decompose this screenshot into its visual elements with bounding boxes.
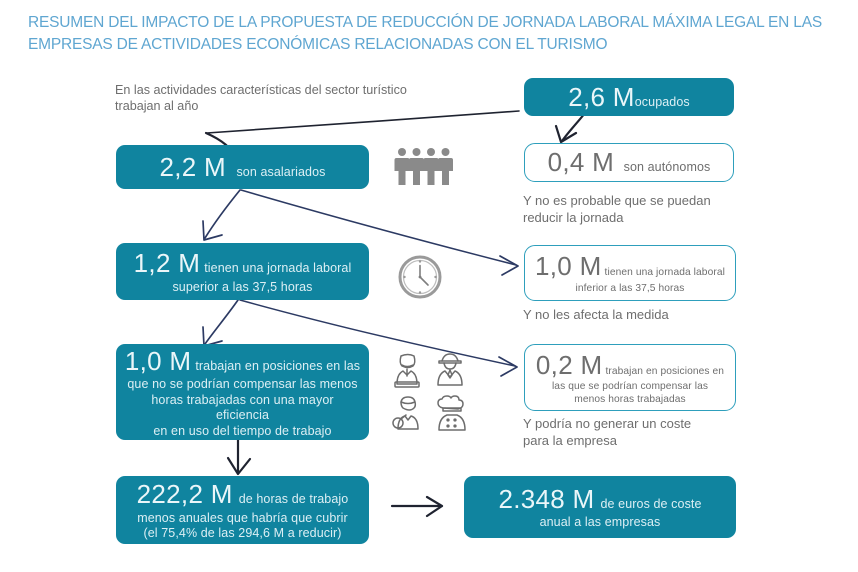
no-compensable-label-1: trabajan en posiciones en las (195, 358, 361, 373)
autonomos-note-line1: Y no es probable que se puedan (523, 193, 711, 208)
compensable-note-line1: Y podría no generar un coste (523, 416, 692, 431)
asalariados-value: 2,2 M (159, 151, 226, 182)
autonomos-note (523, 192, 763, 226)
compensable-label-1: trabajan en posiciones en (605, 365, 725, 377)
compensable-note-line2: para la empresa (523, 433, 617, 448)
box-no-compensable[interactable] (116, 344, 369, 440)
jornada-inferior-value: 1,0 M (535, 251, 602, 282)
people-group-icon (394, 145, 454, 187)
ocupados-label: ocupados (634, 94, 690, 109)
coste-label-2: anual a las empresas (539, 515, 661, 530)
coste-value: 2.348 M (498, 483, 595, 514)
no-compensable-label-2: que no se podrían compensar las menos (127, 377, 358, 391)
jornada-inferior-label-1: tienen una jornada laboral (604, 267, 725, 279)
autonomos-label: son autónomos (623, 160, 711, 175)
compensable-value: 0,2 M (535, 349, 603, 380)
no-compensable-label-4: en en uso del tiempo de trabajo (153, 423, 332, 438)
box-jornada-inferior[interactable] (524, 245, 736, 301)
service-workers-icon (390, 350, 476, 436)
box-compensable[interactable] (524, 344, 736, 411)
asalariados-label: son asalariados (236, 164, 326, 179)
page-title: RESUMEN DEL IMPACTO DE LA PROPUESTA DE REDUCCIÓN DE JORNADA LABORAL MÁXIMA LEGAL EN LAS EMPRESAS DE ACTIVIDADES ECONÓMICAS RELACIONADAS CON EL TURISMO (28, 14, 822, 53)
autonomos-value: 0,4 M (547, 147, 615, 178)
horas-label-1: de horas de trabajo (238, 492, 349, 507)
inferior-note: Y no les afecta la medida (523, 307, 669, 322)
box-coste[interactable] (464, 476, 736, 538)
compensable-label-3: menos horas trabajadas (574, 393, 686, 405)
box-horas[interactable] (116, 476, 369, 544)
no-compensable-label-3: horas trabajadas con una mayor eficiencia (151, 392, 334, 423)
ocupados-value: 2,6 M (568, 81, 635, 112)
jornada-superior-label-1: tienen una jornada laboral (204, 261, 352, 276)
jornada-superior-label-2: superior a las 37,5 horas (172, 279, 313, 294)
autonomos-note-line2: reducir la jornada (523, 210, 624, 225)
box-asalariados[interactable] (116, 145, 369, 189)
no-compensable-value: 1,0 M (124, 345, 192, 376)
lead-note: En las actividades características del sector turístico trabajan al año (115, 83, 407, 113)
compensable-label-2: las que se podrían compensar las (551, 381, 709, 392)
coste-label-1: de euros de coste (600, 496, 702, 511)
horas-label-2: menos anuales que habría que cubrir (137, 510, 348, 525)
jornada-inferior-label-2: inferior a las 37,5 horas (575, 282, 685, 294)
jornada-superior-value: 1,2 M (133, 248, 201, 279)
box-ocupados[interactable] (524, 78, 734, 116)
horas-value: 222,2 M (136, 479, 233, 510)
compensable-note (523, 415, 773, 449)
clock-icon (398, 255, 442, 299)
box-jornada-superior[interactable] (116, 243, 369, 300)
horas-label-3: (el 75,4% de las 294,6 M a reducir) (143, 526, 342, 541)
box-autonomos[interactable] (524, 143, 734, 182)
